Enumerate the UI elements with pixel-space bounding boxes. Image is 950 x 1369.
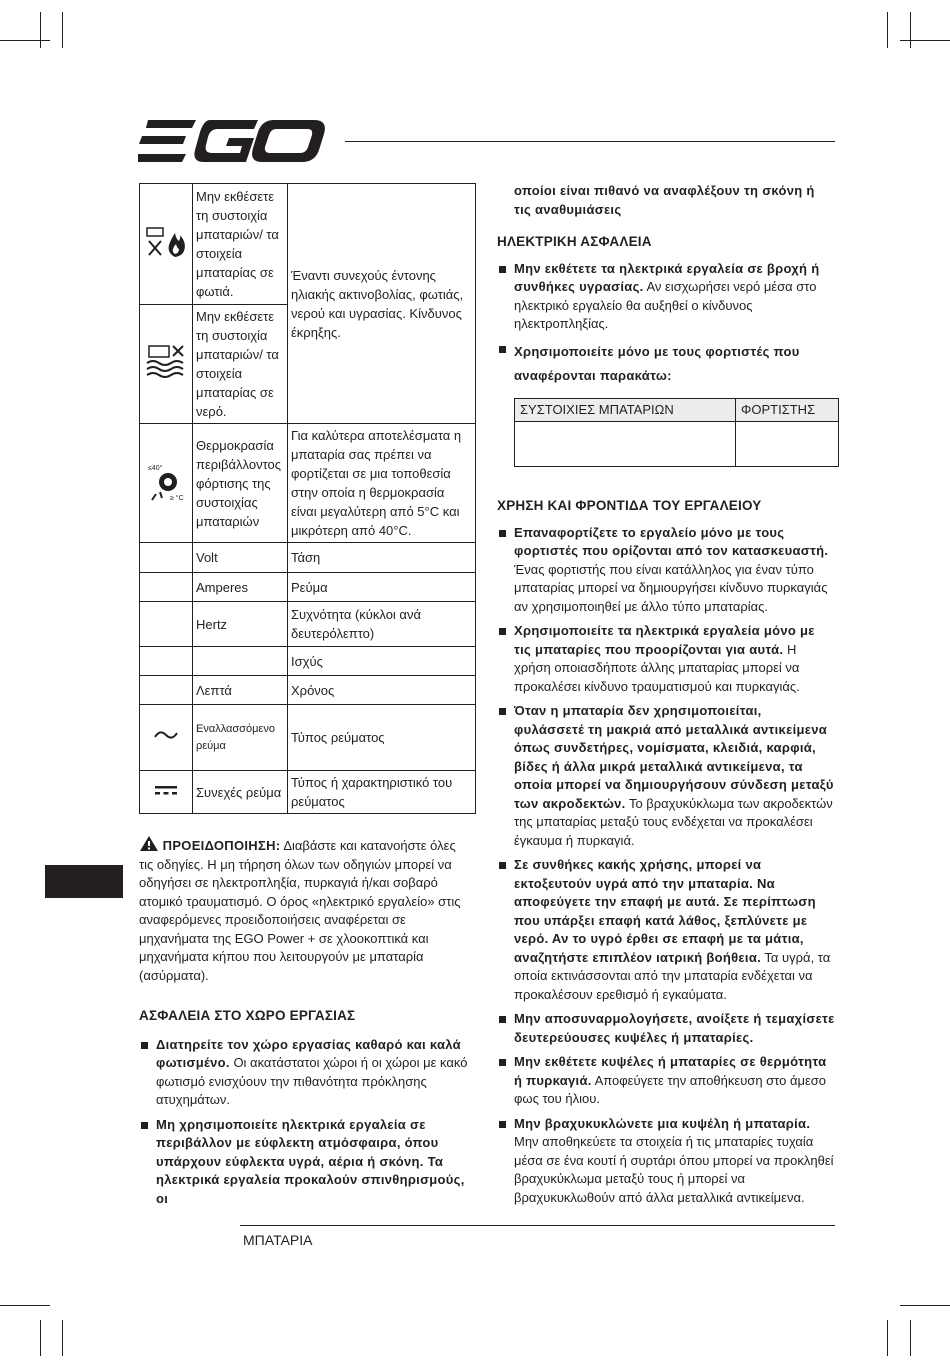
symbol-description: Έναντι συνεχούς έντονης ηλιακής ακτινοβολίας, φωτιάς, νερού και υγρασίας. Κίνδυνος έκρηξης. [288, 184, 476, 424]
crop-mark [40, 1320, 41, 1356]
symbol-description: Τύπος ή χαρακτηριστικό του ρεύματος [288, 771, 476, 814]
symbol-label: Μην εκθέσετε τη συστοιχία μπαταριών/ τα στοιχεία μπαταρίας σε φωτιά. [193, 184, 288, 305]
direct-current-icon [153, 785, 179, 800]
crop-mark [910, 1320, 911, 1356]
crop-mark [40, 12, 41, 48]
table-row [140, 676, 476, 705]
symbol-description: Ρεύμα [288, 573, 476, 602]
item-bold: Όταν η μπαταρία δεν χρησιμοποιείται, φυλάσσετέ τη μακριά από μεταλλικά αντικείμενα όπως συνδετήρες, νομίσματα, κλειδιά, καρφιά, βίδες ή άλλα μικρά μεταλλικά αντικείμενα, τα οποία μπορεί να δημιουργήσουν σύνδεση μεταξύ των ακροδεκτών. [514, 703, 834, 811]
symbol-cell [140, 424, 193, 543]
item-bold: Χρησιμοποιείτε τα ηλεκτρικά εργαλεία μόνο με τις μπαταρίες που προορίζονται για αυτά. [514, 623, 815, 657]
right-column [497, 182, 835, 1213]
symbol-description: Για καλύτερα αποτελέσματα η μπαταρία σας πρέπει να φορτίζεται σε μια τοποθεσία στην οποία η θερμοκρασία είναι μεγαλύτερη από 5°C και μικρότερη από 40°C. [288, 424, 476, 543]
warning-title: ΠΡΟΕΙΔΟΠΟΙΗΣΗ: [162, 838, 281, 853]
item-bold: Σε συνθήκες κακής χρήσης, μπορεί να εκτοξευτούν υγρά από την μπαταρία. Να αποφεύγετε την επαφή με αυτά. Σε περίπτωση που υπάρξει επαφή κατά λάθος, ξεπλύνετε με νερό. Αν το υγρό έρθει σε επαφή με τα μάτια, αναζητήστε επιπλέον ιατρική βοήθεια. [514, 857, 816, 965]
crop-mark [900, 1305, 950, 1306]
list-item [497, 340, 835, 388]
electrical-heading: ΗΛΕΚΤΡΙΚΗ ΑΣΦΑΛΕΙΑ [497, 234, 652, 249]
symbol-cell [140, 573, 193, 602]
crop-mark [910, 12, 911, 48]
symbols-table [139, 183, 476, 814]
charger-cell [736, 422, 839, 467]
symbol-cell [140, 705, 193, 771]
symbol-label: Volt [193, 543, 288, 573]
warning-text: Διαβάστε και κατανοήστε όλες τις οδηγίες. Η μη τήρηση όλων των οδηγιών μπορεί να οδηγήσει σε ηλεκτροπληξία, πυρκαγιά ή/και σοβαρό ατομικό τραυματισμό. Ο όρος «ηλεκτρικό εργαλείο» στις αναφερόμενες προειδοποιήσεις αναφέρεται σε μηχανήματα της EGO Power + σε χλοοκοπτικά και μηχανήματα κήπου που λειτουργούν με μπαταρία (ασύρματα). [139, 838, 461, 983]
symbol-cell [140, 647, 193, 676]
table-row [140, 647, 476, 676]
item-bold: Μην εκθέτετε τα ηλεκτρικά εργαλεία σε βροχή ή συνθήκες υγρασίας. [514, 260, 820, 294]
list-item [497, 1115, 835, 1208]
symbol-label: Amperes [193, 573, 288, 602]
ego-logo [138, 120, 328, 162]
item-text: Το βραχυκύκλωμα των ακροδεκτών της μπαταρίας μεταξύ τους ενδέχεται να προκαλέσει έγκαυμα ή πυρκαγιά. [514, 795, 833, 848]
item-text: Οι ακατάστατοι χώροι ή οι χώροι με κακό φωτισμό ενισχύουν την πιθανότητα πρόκλησης ατυχημάτων. [156, 1055, 468, 1107]
crop-mark [887, 1320, 888, 1356]
item-bold: Μην αποσυναρμολογήσετε, ανοίξετε ή τεμαχίσετε δευτερεύουσες κυψέλες ή μπαταρίες. [514, 1011, 835, 1045]
symbol-label: Εναλλασσόμενο ρεύμα [193, 705, 288, 771]
item-text: Ένας φορτιστής που είναι κατάλληλος για έναν τύπο μπαταρίας μπορεί να δημιουργήσει κίνδυνο πυρκαγιάς αν χρησιμοποιηθεί με άλλο τύπο μπαταρίας. [514, 561, 828, 614]
item-text: Αν εισχωρήσει νερό μέσα στο ηλεκτρικό εργαλείο θα αυξηθεί ο κίνδυνος ηλεκτροπληξίας. [514, 279, 817, 331]
list-item [497, 1010, 835, 1047]
symbol-description: Συχνότητα (κύκλοι ανά δευτερόλεπτο) [288, 602, 476, 647]
item-bold: Διατηρείτε τον χώρο εργασίας καθαρό και καλά φωτισμένο. [156, 1036, 461, 1070]
header-rule [345, 141, 835, 142]
electrical-list [497, 260, 835, 388]
table-row [515, 398, 839, 422]
section-tab [45, 865, 123, 898]
list-item [497, 702, 835, 850]
symbol-label: Hertz [193, 602, 288, 647]
symbol-label [193, 647, 288, 676]
item-text: Η χρήση οποιασδήποτε άλλης μπαταρίας μπορεί να προκαλέσει κίνδυνο τραυματισμού και πυρκαγιάς. [514, 641, 800, 694]
battery-fire-prohibited-icon [145, 247, 187, 262]
crop-mark [887, 12, 888, 48]
item-text: Τα υγρά, τα οποία εκτινάσσονται από την μπαταρία ενδέχεται να προκαλέσουν ερεθισμό ή εγκαύματα. [514, 949, 831, 1002]
item-bold: Μην βραχυκυκλώνετε μια κυψέλη ή μπαταρία. [514, 1115, 811, 1131]
warning-section [139, 835, 469, 1214]
symbol-cell [140, 771, 193, 814]
list-item [139, 1116, 469, 1209]
charger-table [514, 398, 839, 468]
item-bold: Επαναφορτίζετε το εργαλείο μόνο με τους φορτιστές που ορίζονται από τον κατασκευαστή. [514, 524, 829, 558]
table-row [140, 543, 476, 573]
item-bold: Μη χρησιμοποιείτε ηλεκτρικά εργαλεία σε περιβάλλον με εύφλεκτη ατμόσφαιρα, όπου υπάρχουν εύφλεκτα υγρά, αέρια ή σκόνη. Τα ηλεκτρικά εργαλεία προκαλούν σπινθηρισμούς, οι [156, 1116, 465, 1206]
list-item [497, 1053, 835, 1109]
tool-use-heading: ΧΡΗΣΗ ΚΑΙ ΦΡΟΝΤΙΔΑ ΤΟΥ ΕΡΓΑΛΕΙΟΥ [497, 498, 762, 513]
warning-triangle-icon [139, 838, 163, 853]
alternating-current-icon [153, 730, 179, 745]
item-bold: Μην εκθέτετε κυψέλες ή μπαταρίες σε θερμότητα ή πυρκαγιά. [514, 1054, 827, 1088]
tool-use-list [497, 524, 835, 1208]
list-item [497, 856, 835, 1004]
footer-label: ΜΠΑΤΑΡΙΑ [243, 1232, 313, 1248]
list-item [497, 260, 835, 334]
table-row [140, 573, 476, 602]
warning-paragraph [139, 835, 469, 985]
table-row [140, 705, 476, 771]
symbol-cell [140, 676, 193, 705]
svg-text:≥ °C: ≥ °C [170, 494, 184, 502]
symbol-description: Τύπος ρεύματος [288, 705, 476, 771]
symbol-description: Τάση [288, 543, 476, 573]
symbol-label: Μην εκθέσετε τη συστοιχία μπαταριών/ τα στοιχεία μπαταρίας σε νερό. [193, 305, 288, 424]
footer-rule [240, 1225, 835, 1226]
crop-mark [0, 1305, 50, 1306]
continuation-text [497, 182, 835, 219]
table-row [515, 422, 839, 467]
list-item [497, 524, 835, 617]
symbol-cell [140, 184, 193, 305]
symbol-label: Λεπτά [193, 676, 288, 705]
charger-cell [515, 422, 736, 467]
item-text: Αποφεύγετε την αποθήκευση στο άμεσο φως του ήλιου. [514, 1072, 827, 1106]
symbol-cell [140, 602, 193, 647]
table-row [140, 424, 476, 543]
charger-header-batteries: ΣΥΣΤΟΙΧΙΕΣ ΜΠΑΤΑΡΙΩΝ [515, 398, 736, 422]
symbol-description: Ισχύς [288, 647, 476, 676]
list-item [139, 1036, 469, 1110]
crop-mark [900, 40, 950, 41]
symbol-cell [140, 305, 193, 424]
table-row [140, 184, 476, 305]
item-bold: Χρησιμοποιείτε μόνο με τους φορτιστές που αναφέρονται παρακάτω: [514, 343, 800, 383]
symbol-cell [140, 543, 193, 573]
table-row [140, 602, 476, 647]
table-row [140, 771, 476, 814]
symbol-label: Συνεχές ρεύμα [193, 771, 288, 814]
item-text: Μην αποθηκεύετε τα στοιχεία ή τις μπαταρίες τυχαία μέσα σε ένα κουτί ή συρτάρι όπου μπορεί να προκληθεί βραχυκύκλωμα μεταξύ τους ή μπορεί να βραχυκυκλωθούν από άλλα μεταλλικά αντικείμενα. [514, 1134, 834, 1205]
svg-text:≤40°: ≤40° [148, 464, 163, 472]
list-item [497, 622, 835, 696]
crop-mark [62, 1320, 63, 1356]
crop-mark [62, 12, 63, 48]
charger-header-charger: ΦΟΡΤΙΣΤΗΣ [736, 398, 839, 422]
continuation-bold: οποίοι είναι πιθανό να αναφλέξουν τη σκόνη ή τις αναθυμιάσεις [514, 183, 815, 217]
charging-temperature-icon [146, 464, 186, 505]
crop-mark [0, 40, 50, 41]
battery-water-prohibited-icon [145, 369, 187, 384]
symbol-label: Θερμοκρασία περιβάλλοντος φόρτισης της συστοιχίας μπαταριών [193, 424, 288, 543]
symbol-description: Χρόνος [288, 676, 476, 705]
workplace-list [139, 1036, 469, 1209]
workplace-heading: ΑΣΦΑΛΕΙΑ ΣΤΟ ΧΩΡΟ ΕΡΓΑΣΙΑΣ [139, 1008, 356, 1023]
